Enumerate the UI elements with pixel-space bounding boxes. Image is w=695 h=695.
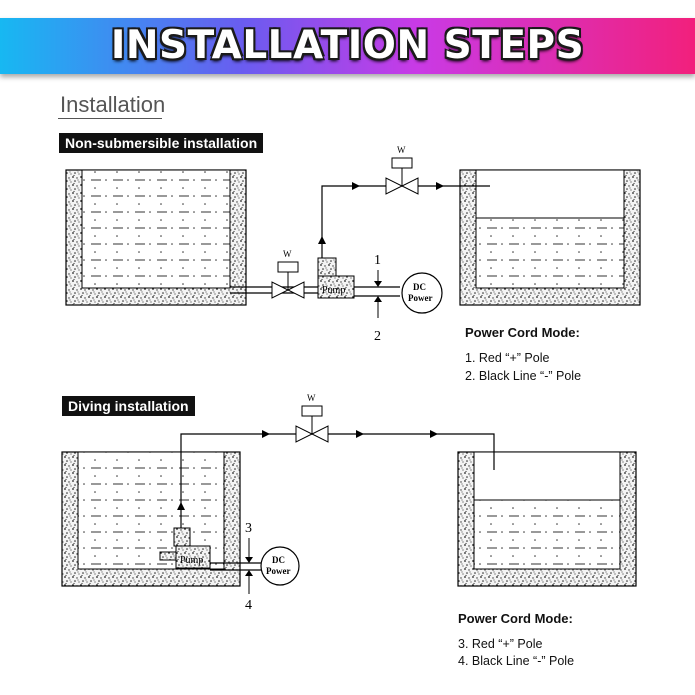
source-tank-2 (62, 452, 240, 586)
polarity-markers-1 (374, 253, 382, 344)
svg-text:W: W (397, 145, 406, 155)
source-tank-1 (66, 170, 246, 305)
power-cord-item-3: 3. Red “+” Pole (458, 637, 543, 651)
power-cord-item-4: 4. Black Line “-” Pole (458, 654, 575, 668)
flow-arrow-up-1 (318, 236, 326, 244)
diving-label: Diving installation (62, 396, 195, 416)
dc-power-icon-1 (402, 273, 442, 313)
flow-arrow-right-3 (262, 430, 270, 438)
power-cord-item-2: 2. Black Line “-” Pole (465, 369, 582, 383)
dc-label-1: DC (413, 282, 426, 292)
target-tank-1 (460, 170, 640, 305)
power-cord-title-2: Power Cord Mode: (458, 611, 573, 626)
banner-title: INSTALLATION STEPS (110, 23, 585, 68)
marker-2: 2 (374, 329, 381, 344)
valve-label: W (283, 249, 292, 259)
flow-arrow-right-2 (436, 182, 444, 190)
power-cord-title-1: Power Cord Mode: (465, 325, 580, 340)
power-label-1: Power (408, 293, 433, 303)
pump-1 (318, 258, 354, 298)
power-cable-1 (354, 287, 400, 296)
svg-text:W: W (307, 393, 316, 403)
diving-valve-icon (296, 393, 328, 442)
pump-label-2: Pump (180, 555, 204, 566)
pump-label-1: Pump (322, 285, 346, 296)
marker-1: 1 (374, 253, 381, 268)
target-tank-2 (458, 452, 636, 586)
marker-3: 3 (245, 521, 252, 536)
outlet-valve-icon (386, 145, 418, 194)
non-submersible-label: Non-submersible installation (59, 133, 263, 153)
dc-power-icon-2 (261, 547, 299, 585)
section-heading: Installation (60, 92, 166, 117)
inlet-valve-icon (272, 249, 304, 298)
power-label-2: Power (266, 566, 291, 576)
power-cord-item-1: 1. Red “+” Pole (465, 351, 550, 365)
polarity-markers-2 (245, 521, 253, 613)
flow-arrow-right-4 (356, 430, 364, 438)
flow-arrow-right-5 (430, 430, 438, 438)
flow-arrow-right-1 (352, 182, 360, 190)
dc-label-2: DC (272, 555, 285, 565)
marker-4: 4 (245, 598, 252, 613)
